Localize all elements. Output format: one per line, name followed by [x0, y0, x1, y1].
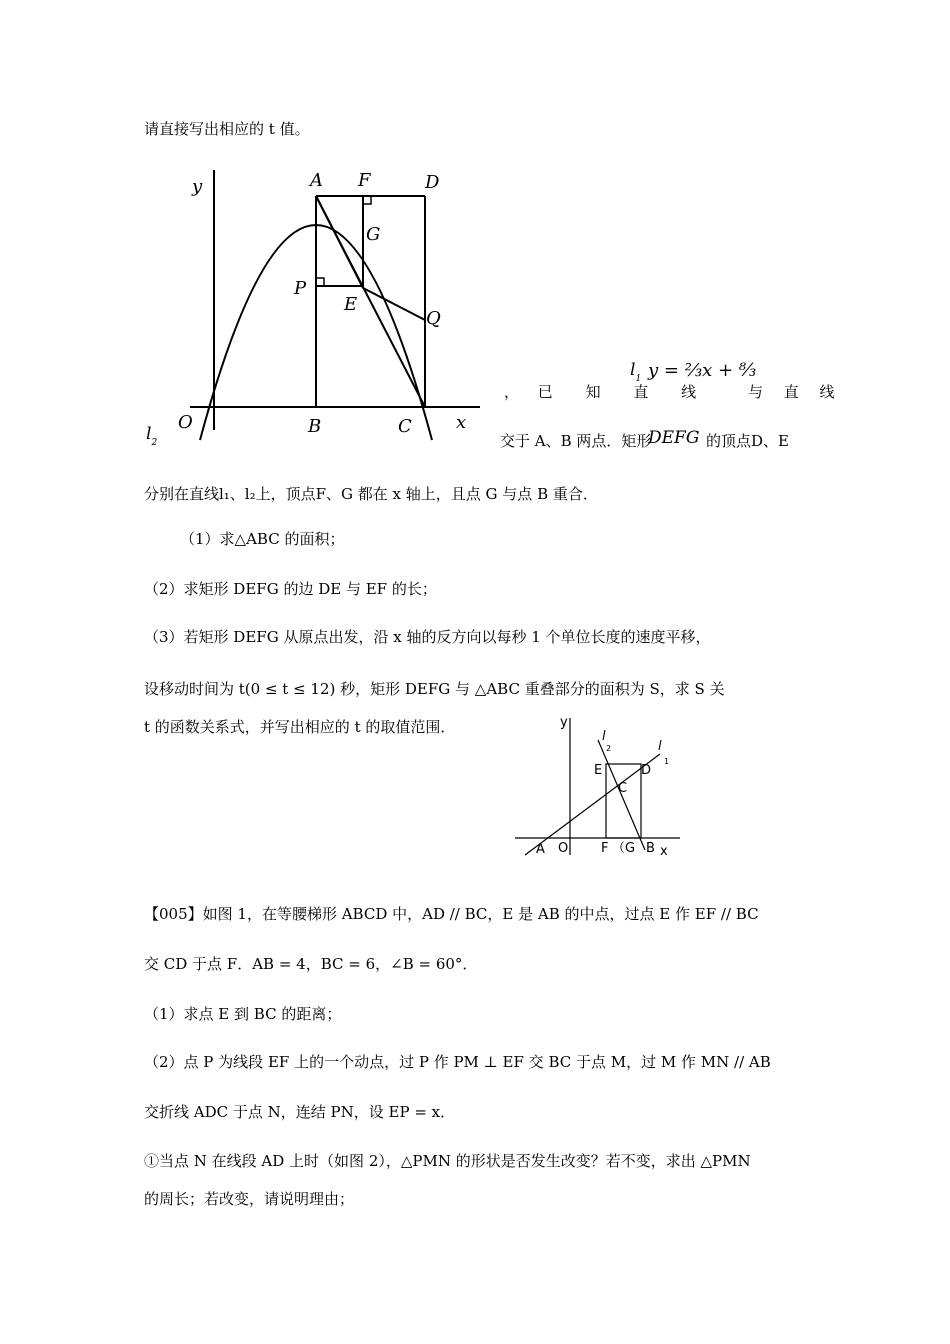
line-3-tail: 的顶点D、E	[706, 432, 789, 450]
line-11: 交 CD 于点 F．AB = 4，BC = 6，∠B = 60°．	[144, 955, 478, 973]
line-7: （3）若矩形 DEFG 从原点出发，沿 x 轴的反方向以每秒 1 个单位长度的速度平移，	[144, 628, 711, 646]
line-2-l1	[630, 360, 642, 384]
l1-symbol: l	[630, 360, 636, 380]
line-2	[504, 383, 710, 401]
line-15: ①当点 N 在线段 AD 上时（如图 2），△PMN 的形状是否发生改变？若不变，求出 △PMN	[144, 1152, 751, 1170]
line-12: （1）求点 E 到 BC 的距离；	[144, 1005, 342, 1023]
line-16: 的周长；若改变，请说明理由；	[144, 1190, 355, 1208]
fig2-label-B: B	[646, 841, 655, 856]
fig2-label-A: A	[536, 842, 545, 857]
line-6: （2）求矩形 DEFG 的边 DE 与 EF 的长；	[144, 580, 437, 598]
line-1: 请直接写出相应的 t 值。	[144, 120, 310, 138]
line-3-rest: 交于 A、B 两点．矩形	[500, 432, 652, 450]
fig1-label-y: y	[192, 176, 203, 197]
line-3-l2	[146, 424, 158, 448]
fig2-label-O: O	[558, 841, 569, 856]
fig1-label-x: x	[456, 412, 467, 433]
fig1-label-P: P	[294, 278, 307, 299]
fig2-label-l2: l	[602, 729, 606, 744]
figure-2	[510, 710, 690, 860]
fig2-label-C: C	[618, 781, 628, 796]
fig2-label-F: F	[601, 841, 609, 856]
line-2-post: 与 直 线	[748, 383, 843, 401]
fig1-label-E: E	[344, 294, 358, 315]
fig1-label-F: F	[358, 170, 371, 191]
fig1-label-G: G	[366, 224, 381, 245]
fig1-label-B: B	[308, 416, 322, 437]
fig2-label-x: x	[660, 844, 668, 859]
fig2-label-D: D	[641, 763, 652, 778]
fig1-label-C: C	[398, 416, 412, 437]
fig2-label-E: E	[594, 763, 603, 778]
fig1-label-Q: Q	[426, 308, 441, 329]
fig2-label-G: （G	[612, 841, 636, 856]
line-14: 交折线 ADC 于点 N，连结 PN，设 EP = x．	[144, 1103, 456, 1121]
l1-sub: 1	[635, 374, 642, 384]
line-2-pre: ，	[504, 383, 520, 401]
line-3-defg: DEFG	[648, 428, 700, 448]
fig1-label-A: A	[310, 170, 323, 191]
fig2-label-y: y	[560, 715, 568, 730]
line-4: 分别在直线l₁、l₂上，顶点F、G 都在 x 轴上，且点 G 与点 B 重合．	[144, 485, 598, 503]
line-2-equation: y = ⅔x + ⁸⁄₃	[648, 360, 757, 381]
line-13: （2）点 P 为线段 EF 上的一个动点，过 P 作 PM ⊥ EF 交 BC 于点 M，过 M 作 MN // AB	[144, 1053, 771, 1071]
line-9: t 的函数关系式，并写出相应的 t 的取值范围．	[144, 718, 456, 736]
line-10: 【005】如图 1，在等腰梯形 ABCD 中，AD // BC，E 是 AB 的中点，过点 E 作 EF // BC	[144, 905, 759, 923]
line-2-mid: 已 知 直 线	[537, 383, 711, 401]
figure-1	[170, 160, 500, 445]
l2-sub: 2	[151, 438, 158, 448]
fig1-label-D: D	[425, 172, 440, 193]
line-8: 设移动时间为 t(0 ≤ t ≤ 12) 秒，矩形 DEFG 与 △ABC 重叠部分的面积为 S，求 S 关	[144, 680, 725, 698]
line-5: （1）求△ABC 的面积；	[180, 530, 345, 548]
fig2-label-l2sub: 2	[606, 744, 612, 753]
fig2-label-l1sub: 1	[664, 757, 670, 766]
fig2-label-l1: l	[658, 739, 662, 754]
fig1-label-O: O	[178, 412, 193, 433]
l2-symbol: l	[146, 424, 152, 444]
fig2-line-l1	[525, 754, 660, 855]
